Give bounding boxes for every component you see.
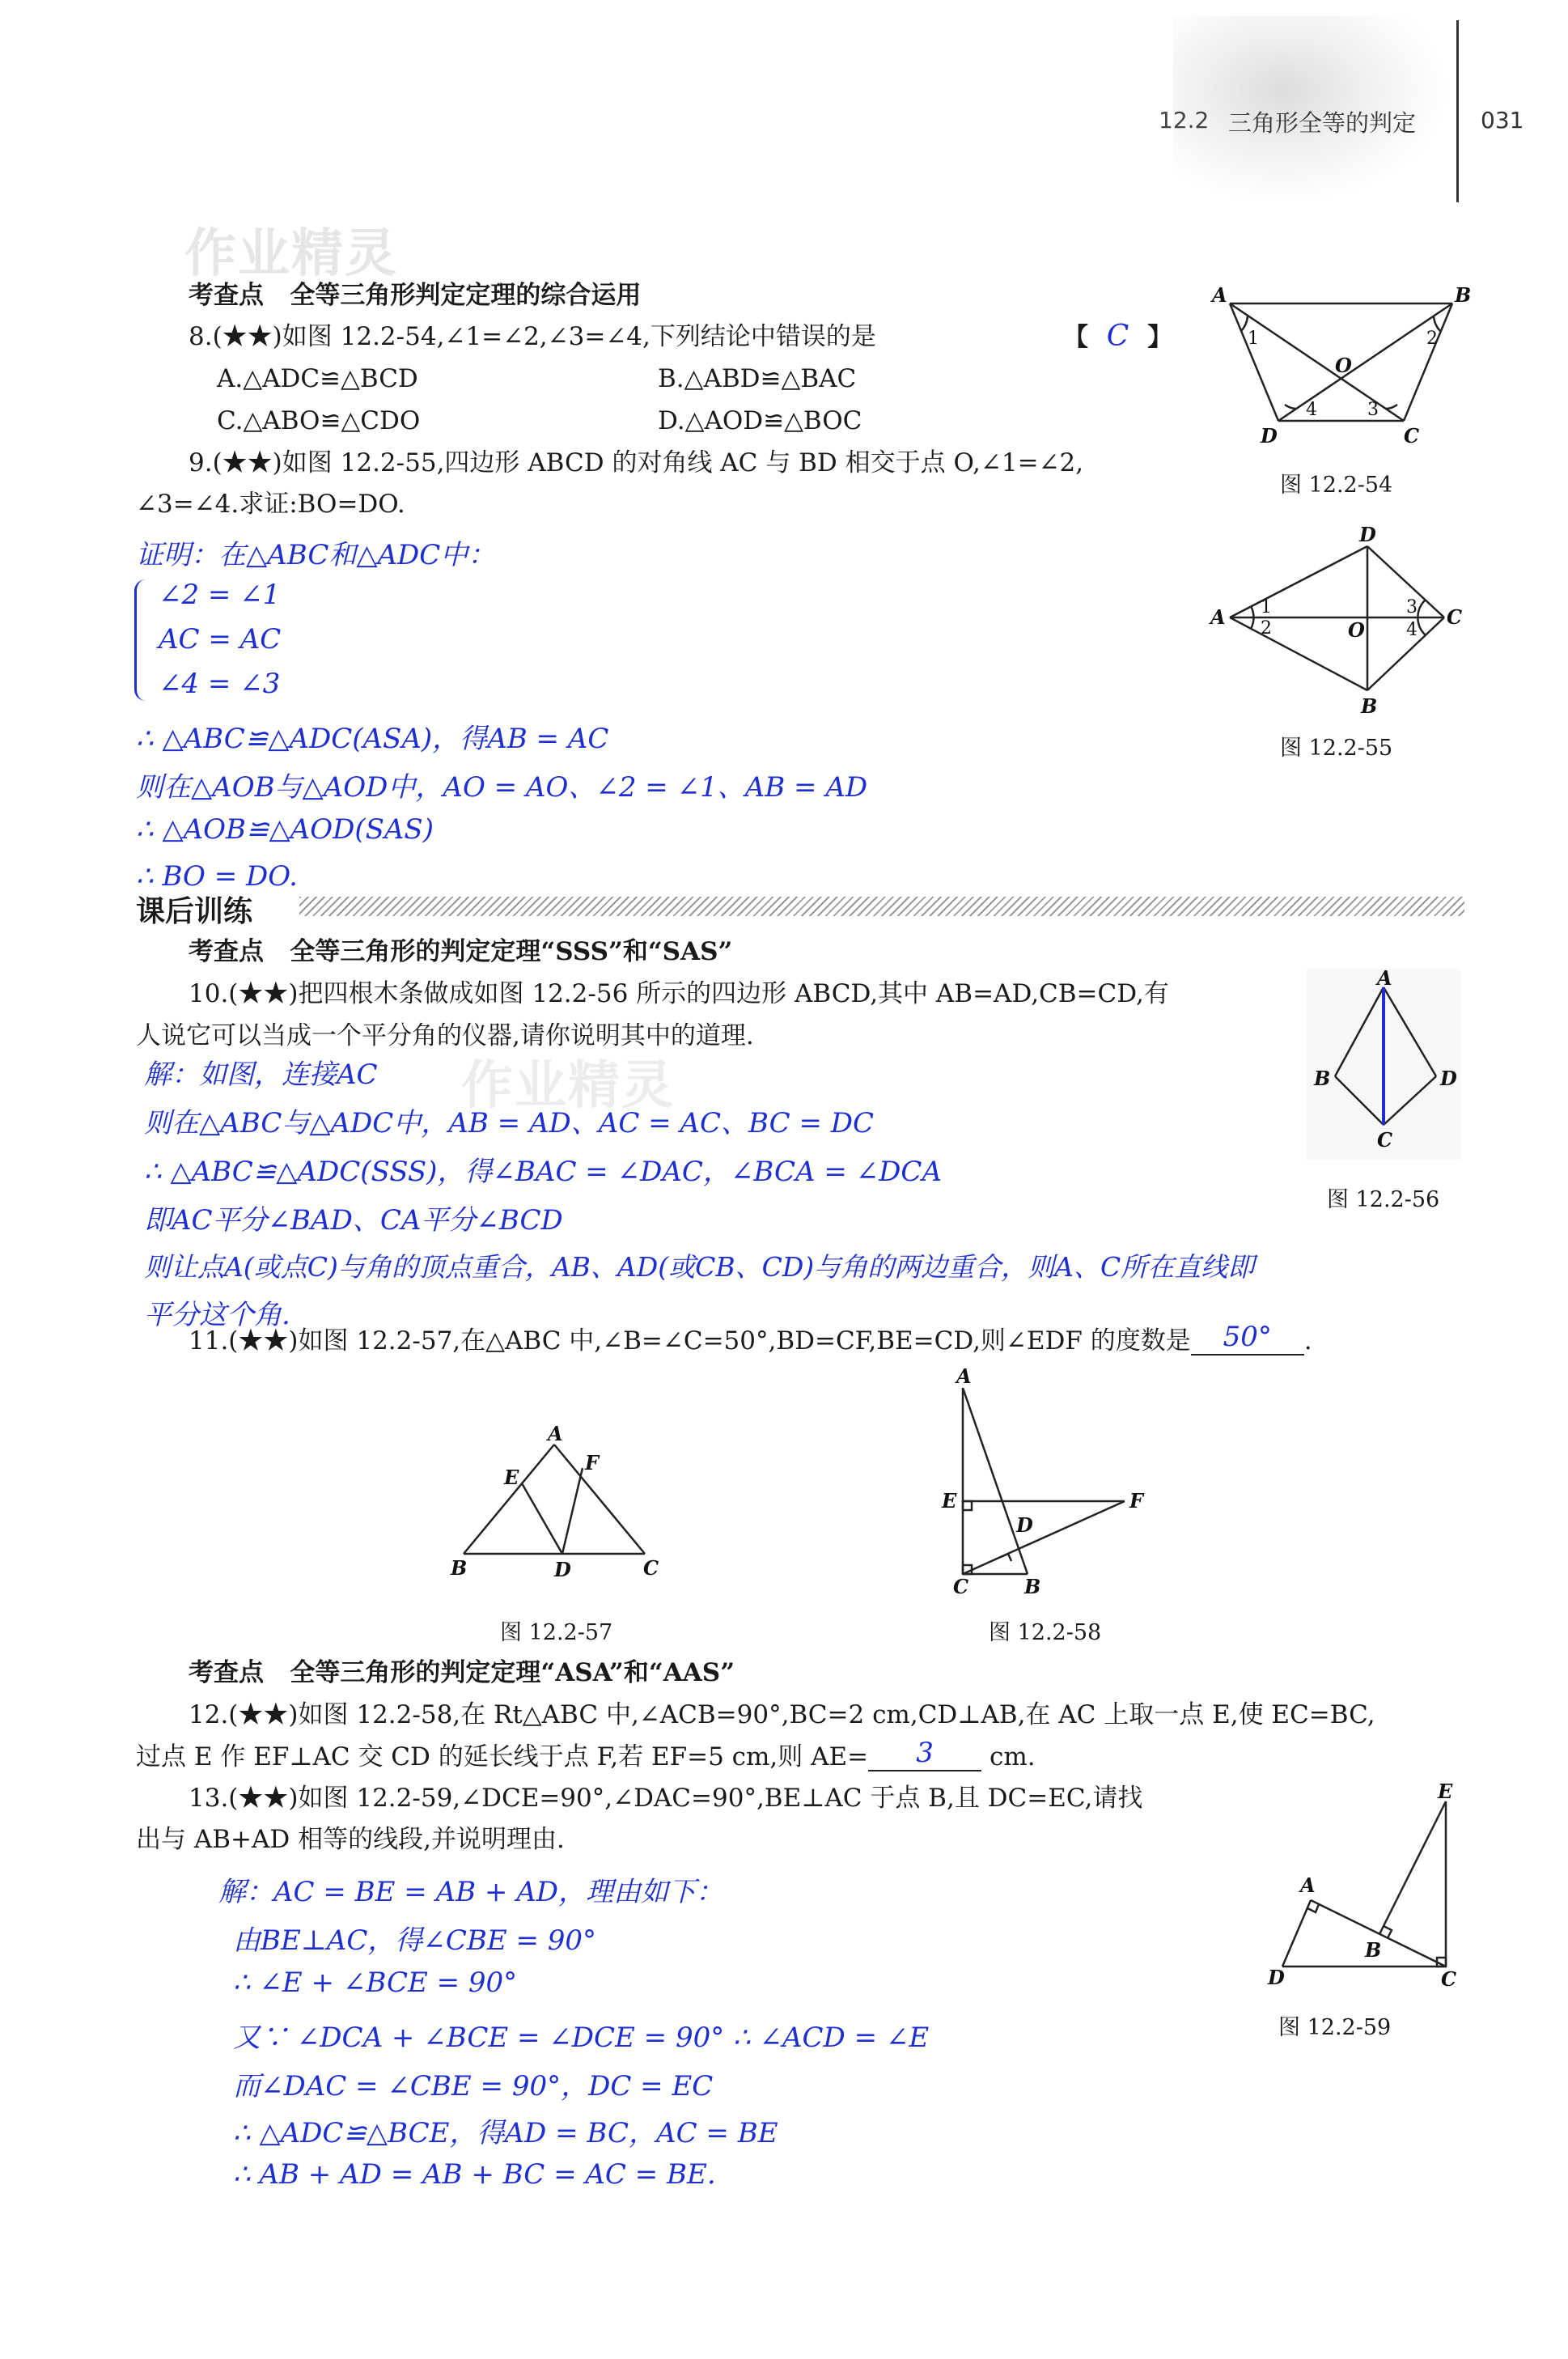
fig54-label-o: O — [1335, 354, 1352, 377]
q13-line1: 13.(★★)如图 12.2-59,∠DCE=90°,∠DAC=90°,BE⊥AC 于点 B,且 DC=EC,请找 — [189, 1784, 1143, 1813]
sol9-line2: 则在△AOB与△AOD中，AO = AO、∠2 = ∠1、AB = AD — [136, 771, 868, 804]
fig55-label-b: B — [1361, 694, 1378, 716]
sol9-cond1: ∠2 = ∠1 — [159, 579, 281, 611]
q8-bracket-open: 【 — [1063, 323, 1088, 352]
section-label: 考查点 — [189, 281, 264, 310]
sol13-line4: 又∵ ∠DCA + ∠BCE = ∠DCE = 90° ∴ ∠ACD = ∠E — [233, 2022, 930, 2054]
fig54-ad — [1230, 303, 1278, 421]
caption-12-2-55: 图 12.2-55 — [1280, 736, 1393, 761]
fig54-label-d: D — [1261, 424, 1278, 448]
fig54-label-b: B — [1455, 283, 1472, 307]
q11-stem — [189, 1321, 1312, 1359]
figure-12-2-55 — [1206, 522, 1473, 716]
fig58-right-angle-e — [963, 1501, 972, 1510]
sol9-line4: ∴ BO = DO. — [136, 860, 298, 893]
q8-option-b: B.△ABD≌△BAC — [658, 364, 857, 393]
fig55-label-o: O — [1348, 618, 1365, 642]
fig55-num-4: 4 — [1406, 620, 1418, 640]
fig56-label-c: C — [1377, 1128, 1393, 1152]
figure-12-2-58 — [930, 1364, 1165, 1594]
sol9-cond3: ∠4 = ∠3 — [159, 668, 281, 700]
fig57-label-d: D — [554, 1558, 571, 1581]
q12-blank — [868, 1737, 981, 1771]
fig59-label-c: C — [1441, 1967, 1457, 1989]
sol9-line1: ∴ △ABC≌△ADC(ASA)，得AB = AC — [136, 723, 609, 755]
figure-12-2-56 — [1303, 967, 1464, 1161]
fig54-arc1 — [1241, 316, 1248, 331]
q12-line1: 12.(★★)如图 12.2-58,在 Rt△ABC 中,∠ACB=90°,BC=2 cm,CD⊥AB,在 AC 上取一点 E,使 EC=BC, — [189, 1700, 1375, 1729]
q11-text: 11.(★★)如图 12.2-57,在△ABC 中,∠B=∠C=50°,BD=CF,BE=CD,则∠EDF 的度数是 — [189, 1326, 1191, 1356]
q8-option-a: A.△ADC≌△BCD — [217, 364, 418, 393]
sol9-line3: ∴ △AOB≌△AOD(SAS) — [136, 813, 434, 846]
sol9-cond2: AC = AC — [159, 623, 282, 656]
fig57-de — [522, 1483, 562, 1554]
fig59-label-e: E — [1438, 1780, 1453, 1803]
fig54-num-2: 2 — [1426, 329, 1438, 349]
fig55-label-d: D — [1359, 523, 1376, 546]
caption-12-2-54: 图 12.2-54 — [1280, 473, 1393, 498]
q8-option-d: D.△AOD≌△BOC — [658, 406, 862, 435]
fig57-label-b: B — [451, 1556, 468, 1580]
fig58-right-angle-d — [1001, 1554, 1011, 1561]
fig58-label-a: A — [956, 1364, 972, 1388]
sol10-line1: 解：如图，连接AC — [144, 1059, 378, 1091]
fig58-label-f: F — [1129, 1489, 1144, 1513]
q12-text: 过点 E 作 EF⊥AC 交 CD 的延长线于点 F,若 EF=5 cm,则 AE= — [136, 1742, 869, 1771]
section-text: 全等三角形的判定定理“SSS”和“SAS” — [290, 937, 733, 966]
q12-line2 — [136, 1737, 1036, 1775]
fig58-label-d: D — [1016, 1513, 1033, 1537]
fig54-bd — [1278, 303, 1452, 421]
sol13-line3: ∴ ∠E + ∠BCE = 90° — [233, 1967, 518, 1999]
header-title: 三角形全等的判定 — [1228, 109, 1417, 137]
sol9-brace — [134, 579, 148, 701]
fig54-num-4: 4 — [1306, 400, 1317, 420]
caption-12-2-56: 图 12.2-56 — [1327, 1187, 1440, 1212]
sol10-line3: ∴ △ABC≌△ADC(SSS)，得∠BAC = ∠DAC，∠BCA = ∠DCA — [144, 1156, 942, 1188]
section-heading-2 — [189, 936, 732, 968]
q11-blank — [1191, 1321, 1304, 1356]
section-label: 考查点 — [189, 1658, 264, 1687]
q11-end: . — [1303, 1326, 1312, 1356]
fig55-label-c: C — [1447, 605, 1463, 629]
fig59-da — [1282, 1900, 1311, 1967]
fig57-df — [562, 1468, 583, 1554]
fig57-ac — [554, 1445, 645, 1554]
fig55-num-1: 1 — [1261, 597, 1272, 617]
fig55-label-a: A — [1210, 605, 1226, 629]
fig59-eb — [1379, 1801, 1446, 1934]
sol13-line2: 由BE⊥AC，得∠CBE = 90° — [233, 1924, 597, 1957]
section-text: 全等三角形判定定理的综合运用 — [290, 281, 642, 310]
q10-line2: 人说它可以当成一个平分角的仪器,请你说明其中的道理. — [136, 1021, 754, 1050]
q12-answer: 3 — [916, 1737, 934, 1769]
fig58-label-e: E — [942, 1489, 957, 1513]
fig55-num-3: 3 — [1406, 597, 1418, 617]
fig58-ab — [963, 1388, 1028, 1574]
fig59-label-b: B — [1365, 1938, 1382, 1962]
fig58-label-c: C — [953, 1575, 969, 1594]
fig57-label-c: C — [643, 1556, 659, 1580]
fig54-label-c: C — [1404, 424, 1420, 448]
figure-12-2-54 — [1206, 271, 1473, 457]
section-heading-1 — [189, 279, 641, 312]
q8-bracket — [1063, 320, 1172, 354]
fig56-label-a: A — [1377, 967, 1392, 990]
sol13-line6: ∴ △ADC≌△BCE，得AD = BC，AC = BE — [233, 2117, 778, 2149]
after-class-title: 课后训练 — [136, 894, 253, 928]
fig57-label-e: E — [504, 1466, 519, 1489]
sol9-intro: 证明：在△ABC和△ADC中： — [136, 539, 496, 571]
q11-answer: 50° — [1223, 1321, 1272, 1353]
fig54-num-1: 1 — [1248, 329, 1259, 349]
sol10-line5: 则让点A(或点C)与角的顶点重合，AB、AD(或CB、CD)与角的两边重合，则A、C所在直线即 — [144, 1251, 1255, 1283]
watermark-logo: 作业精灵 — [184, 224, 398, 284]
q13-line2: 出与 AB+AD 相等的线段,并说明理由. — [136, 1825, 565, 1854]
fig54-bc — [1404, 303, 1452, 421]
caption-12-2-59: 图 12.2-59 — [1278, 2015, 1392, 2040]
q8-option-c: C.△ABO≌△CDO — [217, 406, 421, 435]
figure-12-2-57 — [441, 1416, 667, 1586]
q9-line2: ∠3=∠4.求证:BO=DO. — [136, 490, 405, 519]
fig56-label-b: B — [1314, 1067, 1331, 1090]
sol10-line4: 即AC平分∠BAD、CA平分∠BCD — [144, 1204, 563, 1237]
page-number: 031 — [1481, 107, 1524, 134]
watermark-logo-2: 作业精灵 — [461, 1056, 675, 1116]
sol10-line2: 则在△ABC与△ADC中，AB = AD、AC = AC、BC = DC — [144, 1107, 875, 1139]
fig58-label-b: B — [1024, 1575, 1041, 1594]
fig57-label-a: A — [548, 1422, 563, 1445]
sol13-line5: 而∠DAC = ∠CBE = 90°，DC = EC — [233, 2070, 714, 2102]
header-divider — [1456, 20, 1459, 202]
section-text: 全等三角形的判定定理“ASA”和“AAS” — [290, 1658, 735, 1687]
fig57-ab — [464, 1445, 554, 1554]
fig56-label-d: D — [1440, 1067, 1457, 1090]
q10-line1: 10.(★★)把四根木条做成如图 12.2-56 所示的四边形 ABCD,其中 AB=AD,CB=CD,有 — [189, 979, 1169, 1008]
q8-stem: 8.(★★)如图 12.2-54,∠1=∠2,∠3=∠4,下列结论中错误的是 — [189, 322, 876, 351]
q8-bracket-close: 】 — [1147, 323, 1173, 352]
q9-line1: 9.(★★)如图 12.2-55,四边形 ABCD 的对角线 AC 与 BD 相交于点 O,∠1=∠2, — [189, 448, 1084, 477]
after-class-hatch — [299, 897, 1464, 916]
figure-12-2-59 — [1258, 1779, 1468, 1989]
fig54-num-3: 3 — [1367, 400, 1379, 420]
section-label: 考查点 — [189, 937, 264, 966]
header-section: 12.2 — [1159, 107, 1210, 134]
section-heading-3 — [189, 1657, 735, 1689]
q8-answer: C — [1106, 320, 1129, 353]
fig58-cf — [963, 1501, 1125, 1574]
fig59-label-d: D — [1268, 1966, 1285, 1989]
sol10-line6: 平分这个角. — [144, 1299, 290, 1331]
fig57-label-f: F — [585, 1451, 600, 1474]
sol13-line1: 解：AC = BE = AB + AD，理由如下： — [218, 1876, 724, 1908]
fig54-arc4 — [1285, 405, 1296, 409]
fig54-label-a: A — [1212, 283, 1227, 307]
fig59-label-a: A — [1300, 1873, 1316, 1897]
fig55-num-2: 2 — [1261, 618, 1272, 639]
sol13-line7: ∴ AB + AD = AB + BC = AC = BE. — [233, 2158, 716, 2191]
caption-12-2-57: 图 12.2-57 — [500, 1620, 613, 1645]
q12-unit: cm. — [989, 1742, 1036, 1771]
caption-12-2-58: 图 12.2-58 — [989, 1620, 1102, 1645]
fig54-arc3 — [1386, 405, 1397, 409]
